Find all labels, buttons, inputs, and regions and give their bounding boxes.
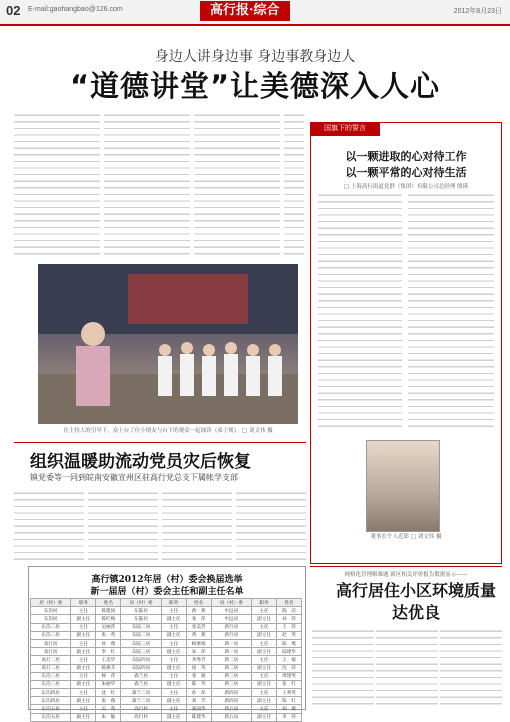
table-cell: 陈 琴 <box>186 680 211 688</box>
table-cell: 陈红梅 <box>96 615 121 623</box>
table-cell: 新一居 <box>211 639 251 647</box>
lead-body-col-3 <box>194 112 280 260</box>
table-cell: 孙 燕 <box>96 639 121 647</box>
table-cell: 徐 英 <box>186 664 211 672</box>
table-cell: 新行居 <box>211 623 251 631</box>
table-cell: 新四居 <box>211 697 251 705</box>
col-header: 居（村）委 <box>121 599 161 607</box>
table-cell: 副主任 <box>71 664 96 672</box>
table-cell: 主任 <box>161 639 186 647</box>
election-table <box>30 598 302 722</box>
table-cell: 新行居 <box>211 631 251 639</box>
lead-body-col-2 <box>104 112 190 260</box>
table-cell: 主任 <box>252 656 277 664</box>
table-cell: 新三居 <box>211 680 251 688</box>
story2-body-col-4 <box>236 490 306 562</box>
table-cell: 东沟二居 <box>31 631 71 639</box>
table-cell: 朱 敏 <box>96 713 121 721</box>
table-cell: 副主任 <box>71 713 96 721</box>
table-cell: 朱 萍 <box>186 648 211 656</box>
table-cell: 张 萍 <box>186 615 211 623</box>
table-cell: 副主任 <box>71 680 96 688</box>
table-cell: 主任 <box>71 623 96 631</box>
table-cell: 主任 <box>161 656 186 664</box>
table-row <box>31 672 302 680</box>
table-cell: 新二居 <box>211 656 251 664</box>
table-cell: 新四居 <box>211 689 251 697</box>
sidebar-body-col-1 <box>318 192 402 432</box>
table-cell: 东沟二居 <box>31 623 71 631</box>
story2-subhead: 镇党委等一同到皖南安徽宣州区驻高行党总支下属帐学支部 <box>30 473 238 482</box>
table-cell: 陈 红 <box>277 697 302 705</box>
table-cell: 副主任 <box>71 648 96 656</box>
sidebar-byline: □ 上海高行街道党群（集团）有限公司总经理 殷瑛 <box>343 184 469 190</box>
col-header: 职务 <box>71 599 96 607</box>
table-cell: 副主任 <box>252 697 277 705</box>
lead-photo <box>38 264 298 424</box>
table-row <box>31 615 302 623</box>
divider <box>310 566 502 567</box>
table-cell: 副主任 <box>161 615 186 623</box>
sidebar-title-line-2: 以一颗平常的心对待生活 <box>345 166 467 179</box>
newspaper-logo <box>200 1 290 21</box>
table-cell: 副主任 <box>252 631 277 639</box>
election-table-body <box>31 607 302 722</box>
table-cell: 张 燕 <box>96 697 121 705</box>
lead-body-col-4 <box>284 112 304 260</box>
table-cell: 副主任 <box>71 697 96 705</box>
table-cell: 吴 英 <box>96 705 121 713</box>
lead-kicker: 身边人讲身边事 身边事教身边人 <box>154 49 356 65</box>
lead-body-col-1 <box>14 112 100 260</box>
table-cell: 森兰居 <box>121 672 161 680</box>
table-row <box>31 631 302 639</box>
table-row <box>31 664 302 672</box>
table-cell: 东陆三居 <box>121 648 161 656</box>
table-cell: 孙 萍 <box>277 615 302 623</box>
table-cell: 孙 萍 <box>186 689 211 697</box>
table-cell: 俞 燕 <box>186 607 211 615</box>
table-cell: 高行二居 <box>31 664 71 672</box>
table-cell: 沈 红 <box>96 689 121 697</box>
table-cell: 东沟四居 <box>31 689 71 697</box>
table-cell: 森兰二居 <box>121 689 161 697</box>
table-cell: 王 萍 <box>277 623 302 631</box>
table-cell: 陆建华 <box>277 648 302 656</box>
story2-body-col-1 <box>14 490 84 562</box>
col-header: 职务 <box>161 599 186 607</box>
photo-scene <box>38 264 298 424</box>
story2-body-col-2 <box>88 490 158 562</box>
table-row <box>31 680 302 688</box>
table-cell: 刘 芳 <box>186 697 211 705</box>
table-row <box>31 639 302 647</box>
story3-body-col-1 <box>312 628 374 708</box>
story3-body-col-3 <box>440 628 502 708</box>
table-cell: 森兰居 <box>121 680 161 688</box>
table-cell: 主任 <box>71 672 96 680</box>
table-cell: 杨 萍 <box>96 672 121 680</box>
sidebar-photo <box>366 440 440 532</box>
col-header: 姓名 <box>186 599 211 607</box>
table-cell: 副主任 <box>161 697 186 705</box>
table-cell: 陈建国 <box>96 607 121 615</box>
table-cell: 东沟三居 <box>31 680 71 688</box>
table-cell: 副主任 <box>161 680 186 688</box>
table-cell: 高行村 <box>121 705 161 713</box>
table-row <box>31 656 302 664</box>
table-row <box>31 623 302 631</box>
table-cell: 新三居 <box>211 672 251 680</box>
table-cell: 森兰二居 <box>121 697 161 705</box>
logo-text: 高行报 <box>210 3 250 18</box>
table-cell: 东陆三居 <box>121 639 161 647</box>
table-cell: 东沟五居 <box>31 705 71 713</box>
table-cell: 副主任 <box>71 631 96 639</box>
table-cell: 主任 <box>252 672 277 680</box>
story2-headline: 组织温暖助流动党员灾后恢复 <box>30 452 251 472</box>
election-title-line-1: 高行镇2012年居（村）委会换届选举 <box>91 575 243 585</box>
table-cell: 张美芳 <box>186 623 211 631</box>
sidebar-label: 国旗下的誓言 <box>310 122 380 136</box>
table-cell: 沈 萍 <box>277 664 302 672</box>
table-cell: 主任 <box>252 689 277 697</box>
table-cell: 张 英 <box>96 631 121 639</box>
table-cell: 张 红 <box>277 680 302 688</box>
table-cell: 黄 燕 <box>186 631 211 639</box>
table-cell: 副主任 <box>161 664 186 672</box>
table-cell: 主任 <box>161 672 186 680</box>
story3-body-col-2 <box>376 628 438 708</box>
table-cell: 胡 燕 <box>277 705 302 713</box>
table-cell: 王美华 <box>96 656 121 664</box>
table-cell: 新五居 <box>211 705 251 713</box>
table-cell: 周建英 <box>277 672 302 680</box>
table-cell: 东陆居 <box>121 615 161 623</box>
table-cell: 中远居 <box>211 615 251 623</box>
table-cell: 副主任 <box>161 648 186 656</box>
contact-email: E-mail:gaohangbao@126.com <box>28 6 123 13</box>
table-cell: 副主任 <box>252 648 277 656</box>
table-cell: 高行二居 <box>31 656 71 664</box>
table-cell: 副主任 <box>161 631 186 639</box>
divider <box>14 442 306 443</box>
table-cell: 王秀英 <box>277 689 302 697</box>
table-row <box>31 648 302 656</box>
table-cell: 东沟居 <box>31 607 71 615</box>
table-cell: 陈 洁 <box>277 607 302 615</box>
table-row <box>31 705 302 713</box>
table-cell: 李 萍 <box>277 713 302 721</box>
table-cell: 副主任 <box>252 664 277 672</box>
table-cell: 张 敏 <box>186 672 211 680</box>
sidebar-title-line-1: 以一颗进取的心对待工作 <box>345 150 467 163</box>
table-cell: 朱丽华 <box>96 680 121 688</box>
table-cell: 东陆四居 <box>121 656 161 664</box>
table-cell: 陈惠芬 <box>96 664 121 672</box>
table-cell: 东沟四居 <box>31 697 71 705</box>
table-cell: 主任 <box>71 656 96 664</box>
table-row <box>31 697 302 705</box>
table-cell: 主任 <box>71 607 96 615</box>
table-cell: 高行居 <box>31 648 71 656</box>
table-cell: 中远居 <box>211 607 251 615</box>
table-cell: 赵 英 <box>277 631 302 639</box>
table-cell: 主任 <box>252 623 277 631</box>
election-title-line-2: 新一届居（村）委会主任和副主任名单 <box>90 587 244 597</box>
table-cell: 吴丽萍 <box>96 623 121 631</box>
table-cell: 东沟居 <box>31 615 71 623</box>
table-cell: 副主任 <box>252 615 277 623</box>
col-header: 职务 <box>252 599 277 607</box>
col-header: 姓名 <box>96 599 121 607</box>
table-cell: 副主任 <box>252 680 277 688</box>
section-label: ·综合 <box>249 3 280 18</box>
table-cell: 顾惠娟 <box>186 639 211 647</box>
col-header: 居（村）委 <box>31 599 71 607</box>
table-cell: 高行居 <box>31 639 71 647</box>
table-header-row <box>31 599 302 607</box>
table-row <box>31 607 302 615</box>
table-cell: 主任 <box>161 689 186 697</box>
story3-headline: 高行居住小区环境质量达优良 <box>335 581 496 622</box>
table-cell: 东陆二居 <box>121 631 161 639</box>
table-cell: 东沟五居 <box>31 713 71 721</box>
table-cell: 主任 <box>252 639 277 647</box>
story2-body-col-3 <box>162 490 232 562</box>
table-row <box>31 689 302 697</box>
table-cell: 东陆二居 <box>121 623 161 631</box>
table-cell: 东陆居 <box>121 607 161 615</box>
table-cell: 高行村 <box>121 713 161 721</box>
story3-kicker: 网格化管理解难题 新区相关评价报告数据显示—— <box>344 572 468 578</box>
issue-date: 2012年8月23日 <box>453 8 502 15</box>
table-cell: 新一居 <box>211 648 251 656</box>
table-cell: 陈 燕 <box>277 639 302 647</box>
table-cell: 主任 <box>71 705 96 713</box>
table-cell: 新二居 <box>211 664 251 672</box>
table-cell: 副主任 <box>161 713 186 721</box>
lead-headline: “道德讲堂”让美德深入人心 <box>69 69 441 103</box>
table-cell: 新五居 <box>211 713 251 721</box>
sidebar-body-col-2 <box>408 192 494 432</box>
table-cell: 副主任 <box>252 713 277 721</box>
table-cell: 副主任 <box>71 615 96 623</box>
table-row <box>31 713 302 721</box>
sidebar-photo-caption: 董事长个人近影 □ 刘文伟 摄 <box>370 534 442 540</box>
table-cell: 陈建华 <box>186 713 211 721</box>
table-cell: 主任 <box>71 639 96 647</box>
table-cell: 东陆四居 <box>121 664 161 672</box>
table-cell: 张国华 <box>186 705 211 713</box>
table-cell: 东沟三居 <box>31 672 71 680</box>
table-cell: 李 红 <box>96 648 121 656</box>
lead-photo-caption: 在主持人的引导下，众上台了位小朋友与台下的观众一起诵读《弟子规》。□ 刘文伟 摄 <box>63 428 273 434</box>
table-cell: 主任 <box>161 623 186 631</box>
col-header: 居（村）委 <box>211 599 251 607</box>
table-cell: 主任 <box>161 607 186 615</box>
table-cell: 王 菊 <box>277 656 302 664</box>
col-header: 姓名 <box>277 599 302 607</box>
page-number: 02 <box>6 3 21 18</box>
table-cell: 主任 <box>71 689 96 697</box>
table-cell: 李秀芳 <box>186 656 211 664</box>
table-cell: 主任 <box>252 705 277 713</box>
table-cell: 主任 <box>252 607 277 615</box>
table-cell: 主任 <box>161 705 186 713</box>
